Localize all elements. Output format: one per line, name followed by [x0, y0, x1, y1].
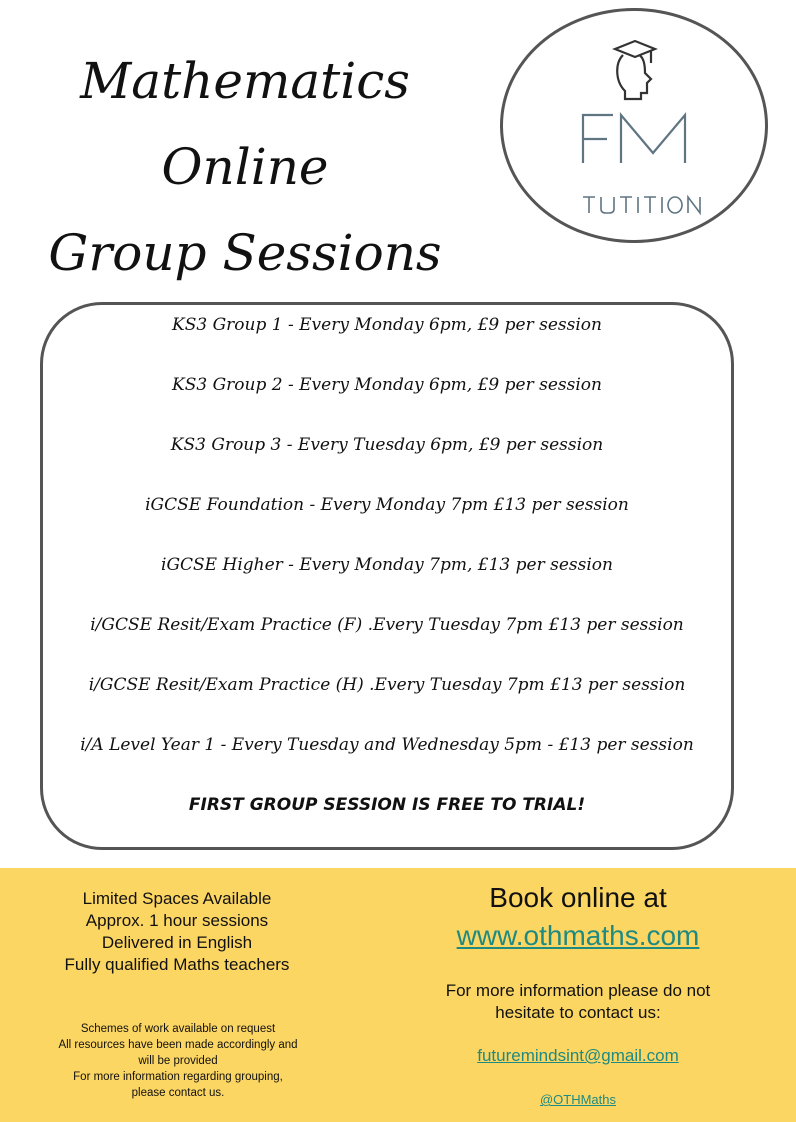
session-resit-foundation: i/GCSE Resit/Exam Practice (F) .Every Tuesday 7pm £13 per session — [90, 615, 684, 635]
notes-block — [28, 1021, 328, 1101]
footer-panel — [0, 868, 796, 1122]
note-line: will be provided — [138, 1055, 218, 1067]
note-line: please contact us. — [131, 1087, 225, 1099]
fm-initials — [583, 115, 685, 163]
session-ks3-group-2: KS3 Group 2 - Every Monday 6pm, £9 per session — [172, 375, 602, 395]
fm-tuition-logo — [500, 8, 768, 243]
feature-item: Fully qualified Maths teachers — [64, 955, 290, 974]
page-title — [20, 38, 470, 296]
book-online-heading: Book online at — [489, 882, 667, 913]
session-ks3-group-1: KS3 Group 1 - Every Monday 6pm, £9 per session — [172, 315, 602, 335]
graduate-head-icon — [615, 41, 655, 99]
session-igcse-foundation: iGCSE Foundation - Every Monday 7pm £13 per session — [145, 495, 629, 515]
title-line-2: Online — [161, 138, 329, 196]
sessions-box — [40, 302, 734, 850]
feature-item: Limited Spaces Available — [82, 889, 272, 908]
feature-item: Approx. 1 hour sessions — [85, 911, 269, 930]
contact-prompt-line-1: For more information please do not — [445, 981, 711, 1000]
features-list — [20, 888, 334, 976]
feature-item: Delivered in English — [101, 933, 253, 952]
email-link[interactable]: futuremindsint@gmail.com — [477, 1046, 679, 1065]
note-line: Schemes of work available on request — [80, 1023, 276, 1035]
contact-prompt-line-2: hesitate to contact us: — [495, 1003, 661, 1022]
session-igcse-higher: iGCSE Higher - Every Monday 7pm, £13 per session — [161, 555, 613, 575]
note-line: All resources have been made accordingly and — [58, 1039, 298, 1051]
session-resit-higher: i/GCSE Resit/Exam Practice (H) .Every Tuesday 7pm £13 per session — [88, 675, 686, 695]
note-line: For more information regarding grouping, — [73, 1071, 283, 1083]
session-ks3-group-3: KS3 Group 3 - Every Tuesday 6pm, £9 per session — [170, 435, 604, 455]
tuition-lettering — [583, 197, 700, 213]
free-trial-banner: FIRST GROUP SESSION IS FREE TO TRIAL! — [188, 795, 586, 815]
social-handle-link[interactable]: @OTHMaths — [539, 1092, 617, 1107]
title-line-1: Mathematics — [80, 52, 410, 110]
contact-prompt — [378, 980, 778, 1024]
title-line-3: Group Sessions — [48, 224, 442, 282]
website-link[interactable]: www.othmaths.com — [456, 920, 700, 951]
logo-graphic — [503, 11, 765, 240]
session-a-level-year-1: i/A Level Year 1 - Every Tuesday and Wednesday 5pm - £13 per session — [80, 735, 694, 755]
